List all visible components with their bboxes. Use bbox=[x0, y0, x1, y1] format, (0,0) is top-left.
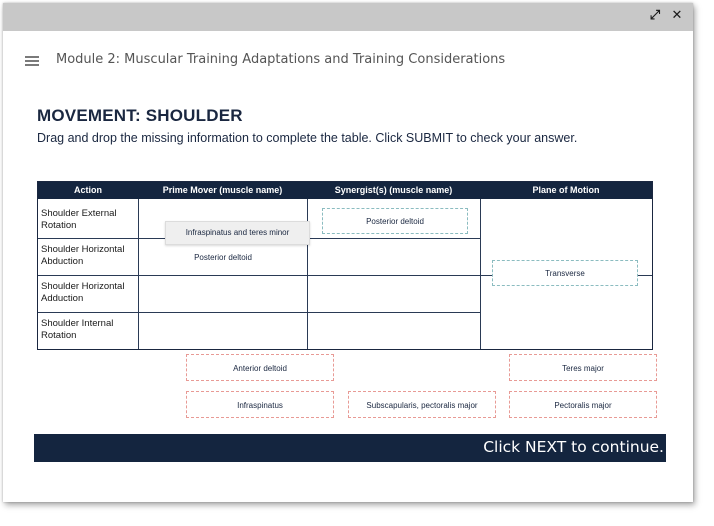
table-row-action: Shoulder External Rotation bbox=[41, 208, 117, 231]
column-divider bbox=[138, 199, 139, 349]
close-icon[interactable]: ✕ bbox=[671, 8, 683, 23]
answer-bank-item[interactable]: Infraspinatus bbox=[186, 391, 334, 418]
placed-answer-prime-mover[interactable]: Posterior deltoid bbox=[194, 253, 252, 262]
footer-bar bbox=[34, 434, 666, 462]
activity-title: MOVEMENT: SHOULDER bbox=[37, 106, 243, 125]
dragging-answer-prime-mover[interactable]: Infraspinatus and teres minor bbox=[165, 221, 310, 245]
table-row-action: Shoulder Internal Rotation bbox=[41, 318, 114, 341]
column-header-plane-of-motion: Plane of Motion bbox=[480, 182, 652, 199]
column-divider bbox=[480, 199, 481, 349]
placed-answer-plane[interactable]: Transverse bbox=[492, 260, 638, 286]
answer-bank-item[interactable]: Teres major bbox=[509, 354, 657, 381]
column-header-action: Action bbox=[38, 182, 138, 199]
row-divider bbox=[38, 312, 480, 313]
next-prompt: Click NEXT to continue. bbox=[483, 438, 664, 456]
activity-window bbox=[3, 3, 693, 502]
column-header-prime-mover: Prime Mover (muscle name) bbox=[138, 182, 307, 199]
window-title-bar bbox=[3, 3, 693, 31]
activity-instructions: Drag and drop the missing information to complete the table. Click SUBMIT to check your answer. bbox=[37, 131, 578, 145]
column-header-synergist: Synergist(s) (muscle name) bbox=[307, 182, 480, 199]
answer-bank-item[interactable]: Subscapularis, pectoralis major bbox=[348, 391, 496, 418]
hamburger-menu-icon[interactable] bbox=[25, 56, 39, 66]
table-row-action: Shoulder Horizontal Adduction bbox=[41, 281, 125, 304]
answer-bank-item[interactable]: Pectoralis major bbox=[509, 391, 657, 418]
module-title: Module 2: Muscular Training Adaptations and Training Considerations bbox=[56, 52, 506, 67]
answer-bank-item[interactable]: Anterior deltoid bbox=[186, 354, 334, 381]
shoulder-movement-table bbox=[37, 181, 653, 350]
expand-arrows-icon[interactable]: ⤢ bbox=[649, 8, 661, 23]
placed-answer-synergist[interactable]: Posterior deltoid bbox=[322, 208, 468, 234]
table-row-action: Shoulder Horizontal Abduction bbox=[41, 244, 125, 267]
